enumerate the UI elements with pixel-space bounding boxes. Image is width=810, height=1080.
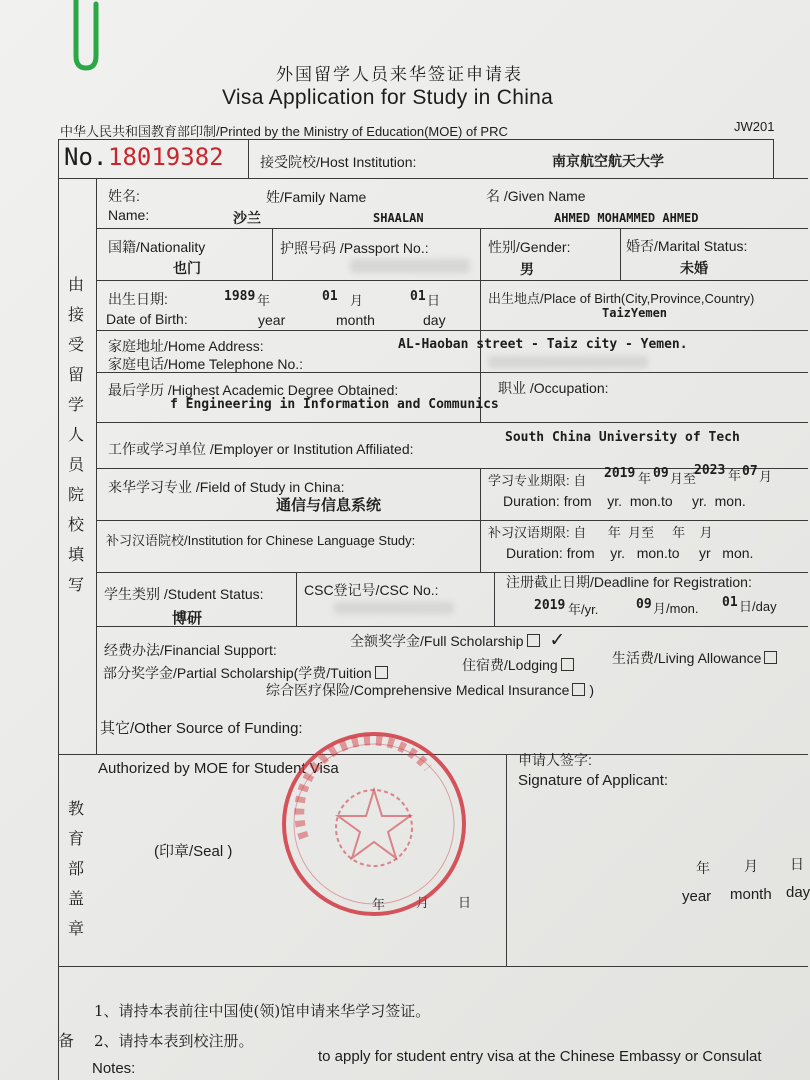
partial-scholarship-label: 部分奖学金/Partial Scholarship(学费/Tuition bbox=[103, 665, 372, 681]
side-label-moe-seal: 教 育 部 盖 章 bbox=[67, 799, 84, 938]
applicant-year-unit-en: year bbox=[682, 888, 712, 905]
dob-month-unit-en: month bbox=[336, 312, 375, 328]
tuition-checkbox[interactable] bbox=[375, 666, 388, 679]
deadline-year: 2019 bbox=[534, 598, 566, 613]
deadline-month-unit: 月/mon. bbox=[653, 601, 699, 616]
employer-value: South China University of Tech bbox=[505, 430, 740, 445]
language-institution-label: 补习汉语院校/Institution for Chinese Language Study: bbox=[106, 533, 416, 548]
form-code: JW201 bbox=[734, 119, 775, 134]
dob-year: 1989 bbox=[224, 289, 256, 304]
moe-month-unit: 月 bbox=[416, 895, 430, 910]
living-allowance-option[interactable] bbox=[612, 648, 777, 668]
applicant-signature-label-cn: 申请人签字: bbox=[518, 752, 592, 768]
home-address-value: AL-Haoban street - Taiz city - Yemen. bbox=[398, 337, 688, 352]
applicant-month-unit-en: month bbox=[730, 886, 772, 903]
deadline-month: 09 bbox=[636, 597, 652, 612]
dob-month-unit-cn: 月 bbox=[350, 293, 364, 308]
lodging-label: 住宿费/Lodging bbox=[462, 657, 558, 673]
study-to-year-unit: 年 bbox=[728, 468, 742, 483]
applicant-signature-label-en: Signature of Applicant: bbox=[518, 772, 669, 789]
marital-status-label: 婚否/Marital Status: bbox=[626, 238, 748, 254]
living-allowance-checkbox[interactable] bbox=[764, 651, 777, 664]
study-to-month-unit: 月 bbox=[759, 469, 773, 484]
form-number: 18019382 bbox=[108, 143, 224, 171]
study-from-month: 09 bbox=[653, 466, 669, 481]
applicant-year-unit-cn: 年 bbox=[696, 860, 710, 876]
medical-insurance-label: 综合医疗保险/Comprehensive Medical Insurance bbox=[266, 682, 570, 698]
degree-label: 最后学历 /Highest Academic Degree Obtained: bbox=[108, 382, 399, 398]
given-name-label: 名 /Given Name bbox=[486, 188, 586, 204]
family-name-chinese: 沙兰 bbox=[233, 211, 261, 227]
medical-close-paren: ) bbox=[589, 682, 595, 698]
nationality-value: 也门 bbox=[173, 261, 201, 277]
degree-value: f Engineering in Information and Communics bbox=[170, 397, 499, 412]
birthplace-value: TaizYemen bbox=[602, 306, 668, 320]
csc-number-label: CSC登记号/CSC No.: bbox=[304, 582, 439, 598]
passport-label: 护照号码 /Passport No.: bbox=[280, 240, 429, 256]
lodging-option[interactable] bbox=[462, 655, 574, 675]
full-scholarship-option[interactable] bbox=[350, 629, 565, 652]
printed-by: 中华人民共和国教育部印制/Printed by the Ministry of Education(MOE) of PRC bbox=[60, 124, 508, 139]
official-seal-stamp bbox=[278, 728, 470, 920]
host-institution-value: 南京航空航天大学 bbox=[552, 154, 664, 170]
name-label-en: Name: bbox=[108, 207, 150, 223]
side-label-institution: 由 接 受 留 学 人 员 院 校 填 写 bbox=[67, 275, 84, 594]
occupation-label: 职业 /Occupation: bbox=[498, 380, 609, 396]
csc-number-redacted bbox=[334, 602, 454, 614]
dob-day: 01 bbox=[410, 289, 426, 304]
moe-day-unit: 日 bbox=[458, 895, 472, 910]
deadline-year-unit: 年/yr. bbox=[568, 602, 599, 617]
moe-authorized-label: Authorized by MOE for Student Visa bbox=[98, 760, 339, 777]
field-of-study-label: 来华学习专业 /Field of Study in China: bbox=[108, 479, 345, 495]
full-scholarship-label: 全额奖学金/Full Scholarship bbox=[350, 633, 524, 649]
home-address-label: 家庭地址/Home Address: bbox=[108, 338, 264, 354]
medical-insurance-checkbox[interactable] bbox=[572, 683, 585, 696]
language-duration-label-en: Duration: from yr. mon.to yr mon. bbox=[506, 545, 754, 561]
student-status-label: 学生类别 /Student Status: bbox=[104, 586, 264, 602]
study-duration-label-en: Duration: from yr. mon.to yr. mon. bbox=[503, 493, 746, 509]
seal-label: (印章/Seal ) bbox=[154, 843, 233, 860]
lodging-checkbox[interactable] bbox=[561, 658, 574, 671]
language-duration-label-cn: 补习汉语期限: 自 年 月至 年 月 bbox=[488, 525, 713, 540]
study-duration-label-cn: 学习专业期限: 自 bbox=[488, 473, 587, 488]
passport-number-redacted bbox=[350, 259, 470, 273]
deadline-day: 01 bbox=[722, 595, 738, 610]
gender-label: 性别/Gender: bbox=[488, 239, 571, 255]
deadline-day-unit: 日/day bbox=[739, 599, 777, 614]
other-funding-label: 其它/Other Source of Funding: bbox=[100, 720, 303, 737]
employer-label: 工作或学习单位 /Employer or Institution Affiliated: bbox=[108, 441, 414, 457]
study-to-month: 07 bbox=[742, 464, 758, 479]
family-name-label: 姓/Family Name bbox=[266, 189, 367, 205]
note-item-2: 2、请持本表到校注册。 bbox=[94, 1032, 254, 1050]
living-allowance-label: 生活费/Living Allowance bbox=[612, 650, 762, 666]
dob-label-en: Date of Birth: bbox=[106, 311, 188, 327]
medical-insurance-option[interactable] bbox=[266, 680, 594, 700]
dob-year-unit-en: year bbox=[258, 312, 286, 328]
dob-label-cn: 出生日期: bbox=[108, 291, 168, 307]
form-number-label: No. bbox=[64, 143, 108, 171]
given-name-value: AHMED MOHAMMED AHMED bbox=[554, 211, 699, 225]
financial-support-label: 经费办法/Financial Support: bbox=[104, 642, 277, 658]
full-scholarship-checkbox[interactable] bbox=[527, 634, 540, 647]
dob-month: 01 bbox=[322, 289, 338, 304]
note-english-1: to apply for student entry visa at the Chinese Embassy or Consulat bbox=[318, 1048, 762, 1065]
study-from-year-unit: 年 bbox=[638, 471, 652, 486]
note-item-1: 1、请持本表前往中国使(领)馆申请来华学习签证。 bbox=[94, 1002, 431, 1020]
applicant-day-unit-cn: 日 bbox=[790, 856, 804, 872]
nationality-label: 国籍/Nationality bbox=[108, 239, 206, 255]
family-name-value: SHAALAN bbox=[373, 211, 424, 225]
paper-clip-icon bbox=[64, 0, 104, 72]
title-english: Visa Application for Study in China bbox=[222, 86, 554, 109]
field-of-study-value: 通信与信息系统 bbox=[276, 496, 382, 514]
dob-year-unit-cn: 年 bbox=[257, 293, 271, 308]
marital-status-value: 未婚 bbox=[680, 261, 708, 277]
gender-value: 男 bbox=[520, 262, 534, 278]
birthplace-label: 出生地点/Place of Birth(City,Province,Country) bbox=[488, 291, 755, 306]
name-label-cn: 姓名: bbox=[108, 188, 140, 204]
host-institution-label: 接受院校/Host Institution: bbox=[260, 154, 417, 170]
telephone-redacted bbox=[488, 356, 648, 368]
checkmark-icon: ✓ bbox=[549, 630, 566, 651]
study-from-year: 2019 bbox=[604, 466, 636, 481]
moe-year-unit: 年 bbox=[372, 897, 386, 912]
title-chinese: 外国留学人员来华签证申请表 bbox=[276, 65, 523, 85]
study-from-month-unit: 月至 bbox=[670, 471, 697, 486]
side-label-notes: 备 bbox=[57, 1031, 74, 1050]
dob-day-unit-en: day bbox=[423, 312, 446, 328]
applicant-month-unit-cn: 月 bbox=[744, 858, 758, 874]
study-to-year: 2023 bbox=[694, 463, 726, 478]
dob-day-unit-cn: 日 bbox=[427, 293, 441, 308]
applicant-day-unit-en: day bbox=[786, 884, 810, 901]
student-status-value: 博研 bbox=[172, 609, 203, 627]
home-telephone-label: 家庭电话/Home Telephone No.: bbox=[108, 356, 304, 372]
notes-label: Notes: bbox=[92, 1060, 136, 1077]
deadline-label: 注册截止日期/Deadline for Registration: bbox=[506, 574, 752, 590]
